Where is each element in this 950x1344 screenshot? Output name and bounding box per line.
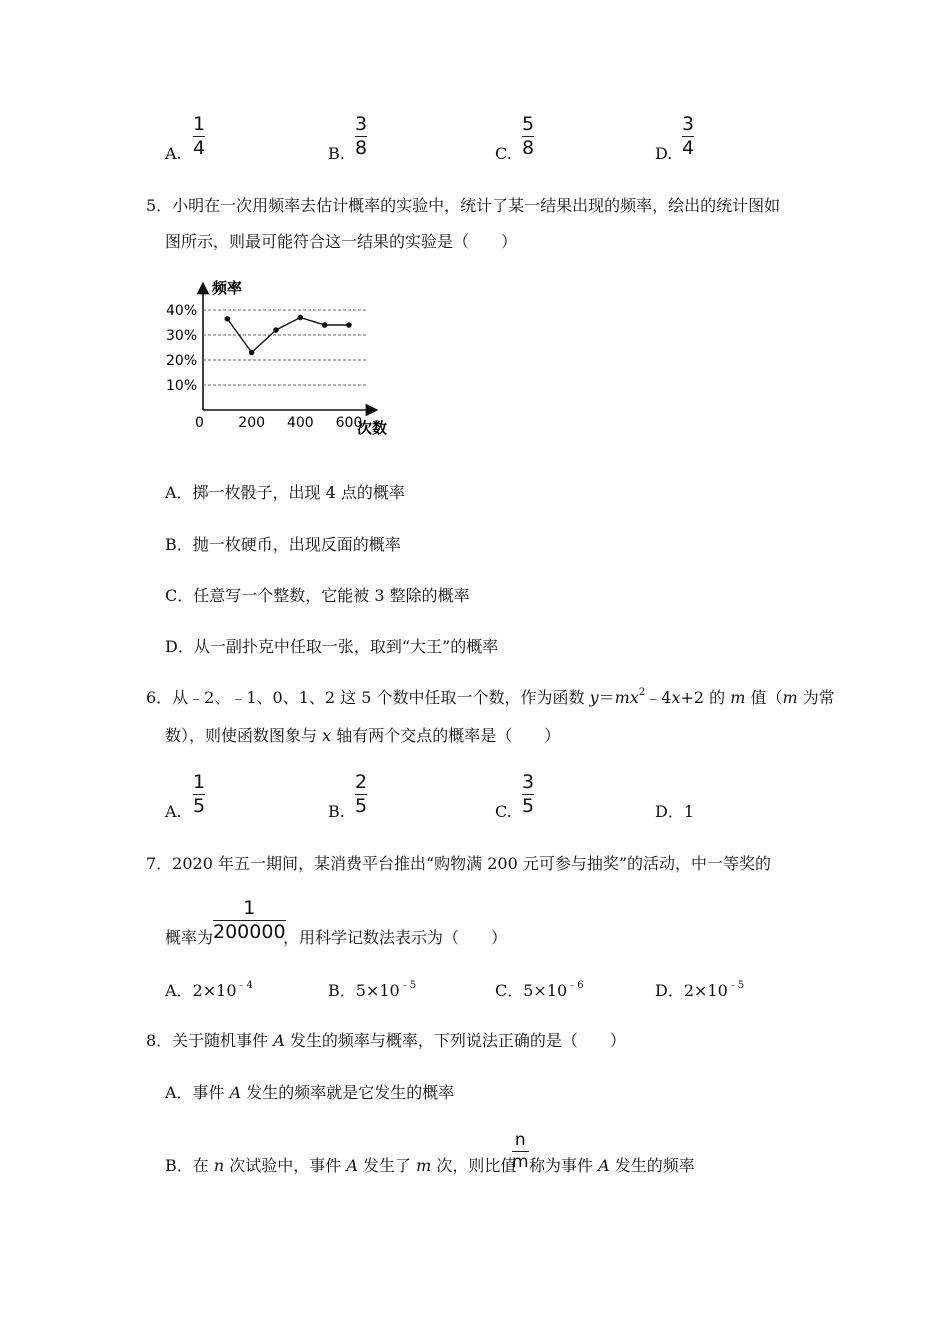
- denominator: 5: [522, 795, 535, 818]
- q8-stem: [146, 1031, 626, 1051]
- denominator: 4: [682, 137, 695, 160]
- base: 2×10: [192, 981, 237, 1000]
- label: B．: [328, 981, 356, 1000]
- var-a: A: [598, 1156, 610, 1175]
- y-tick-labels: [166, 303, 197, 394]
- numerator: 3: [682, 113, 695, 135]
- denominator: 8: [355, 137, 368, 160]
- denominator: 5: [355, 795, 368, 818]
- text: ＝: [598, 688, 615, 707]
- var-a: A: [273, 1031, 285, 1050]
- label: C．: [495, 981, 524, 1000]
- text: 发生了: [357, 1156, 417, 1175]
- text: B．在: [165, 1156, 214, 1175]
- numerator: 3: [522, 771, 535, 793]
- q6-stem-line1: [146, 688, 835, 711]
- text: 8．关于随机事件: [146, 1031, 274, 1050]
- q6-option-d: D．1: [655, 802, 695, 821]
- y-axis-label: 频率: [212, 279, 243, 297]
- frequency-line-chart: [150, 270, 410, 445]
- y-tick-label: 40%: [166, 303, 198, 319]
- text: +2 的: [680, 688, 731, 707]
- denominator: 200000: [213, 921, 286, 944]
- q7-probability-fraction: [213, 898, 286, 943]
- var-a: A: [229, 1083, 242, 1102]
- q5-stem-line1: 5．小明在一次用频率去估计概率的实验中，统计了某一结果出现的频率，绘出的统计图如: [146, 196, 781, 215]
- var-x: x: [671, 688, 681, 707]
- text: 次，则比值: [431, 1156, 517, 1175]
- base: 2×10: [683, 981, 728, 1000]
- label: A．: [165, 981, 193, 1000]
- q4-option-d-fraction: [682, 114, 694, 159]
- text: 发生的频率: [609, 1156, 695, 1175]
- numerator: 1: [243, 897, 256, 919]
- data-point: [249, 350, 255, 356]
- text: 发生的频率就是它发生的概率: [241, 1083, 455, 1102]
- var-m: m: [730, 688, 746, 707]
- q7-stem-suffix: ，用科学记数法表示为（ ）: [283, 928, 508, 947]
- numerator: 3: [355, 113, 368, 135]
- text: A．事件: [165, 1083, 230, 1102]
- exponent: ﹣5: [727, 980, 745, 991]
- exponent: ﹣4: [236, 980, 253, 991]
- q5-option-b: B．抛一枚硬币，出现反面的概率: [165, 535, 401, 554]
- q7-stem-line1: 7．2020 年五一期间，某消费平台推出“购物满 200 元可参与抽奖”的活动，中一等奖的: [146, 854, 772, 873]
- q4-option-c-label: C.: [495, 144, 512, 163]
- q4-option-b-fraction: [355, 114, 367, 159]
- q7-option-b: [328, 981, 416, 1004]
- text: 为常: [797, 688, 835, 707]
- q5-stem-line2: 图所示，则最可能符合这一结果的实验是（ ）: [165, 232, 518, 251]
- q5-option-c: C．任意写一个整数，它能被 3 整除的概率: [165, 586, 470, 605]
- var-x: x: [322, 726, 332, 745]
- q7-option-d: [655, 981, 744, 1004]
- q4-option-a-label: A.: [165, 144, 182, 163]
- base: 5×10: [355, 981, 400, 1000]
- q6-option-c-fraction: [522, 772, 534, 817]
- x-tick-label: 600: [335, 415, 363, 431]
- y-tick-label: 10%: [166, 378, 198, 394]
- q4-option-b-label: B.: [328, 144, 345, 163]
- data-point: [346, 322, 352, 328]
- text: ﹣4: [645, 688, 672, 707]
- x-axis-label: 次数: [357, 419, 388, 437]
- base: 5×10: [523, 981, 568, 1000]
- data-point: [273, 327, 279, 333]
- var-m: m: [416, 1156, 432, 1175]
- exponent: ﹣6: [567, 980, 584, 991]
- var-m: m: [782, 688, 798, 707]
- y-tick-label: 30%: [166, 328, 198, 344]
- q5-option-a: A．掷一枚骰子，出现 4 点的概率: [165, 483, 405, 502]
- x-tick-labels: [238, 415, 362, 431]
- x-tick-label: 200: [238, 415, 266, 431]
- q8-option-b-part2: [529, 1156, 695, 1176]
- data-point: [298, 315, 304, 321]
- q4-option-a-fraction: [193, 114, 205, 159]
- label: D．: [655, 981, 684, 1000]
- denominator: m: [512, 1152, 529, 1173]
- q6-stem-line2: [165, 726, 560, 746]
- y-tick-label: 20%: [166, 353, 198, 369]
- numerator: 1: [193, 771, 206, 793]
- text: 值（: [745, 688, 783, 707]
- numerator: 5: [522, 113, 535, 135]
- var-n: n: [213, 1156, 225, 1175]
- data-point: [322, 322, 328, 328]
- q7-stem-prefix: 概率为: [165, 928, 214, 947]
- denominator: 8: [522, 137, 535, 160]
- q4-option-c-fraction: [522, 114, 534, 159]
- denominator: 5: [193, 795, 206, 818]
- q7-option-c: [495, 981, 584, 1004]
- exponent: ﹣5: [399, 980, 417, 991]
- text: 发生的频率与概率，下列说法正确的是（ ）: [284, 1031, 626, 1050]
- text: 轴有两个交点的概率是（ ）: [331, 726, 561, 745]
- q6-option-b-fraction: [355, 772, 367, 817]
- origin-label: 0: [195, 415, 204, 431]
- numerator: n: [514, 1130, 526, 1150]
- q8-option-a: [165, 1083, 454, 1103]
- text: 次试验中，事件: [224, 1156, 347, 1175]
- x-tick-label: 400: [286, 415, 314, 431]
- var-a: A: [346, 1156, 358, 1175]
- data-point: [225, 316, 231, 322]
- q6-option-c-label: C.: [495, 802, 512, 821]
- text: 称为事件: [529, 1156, 599, 1175]
- numerator: 2: [355, 771, 368, 793]
- q4-option-d-label: D.: [655, 144, 673, 163]
- var-mx: mx: [614, 688, 639, 707]
- denominator: 4: [193, 137, 206, 160]
- q8-ratio-fraction: [512, 1131, 529, 1172]
- q6-option-b-label: B.: [328, 802, 345, 821]
- q7-option-a: [165, 981, 253, 1004]
- q6-option-a-fraction: [193, 772, 205, 817]
- q6-option-a-label: A.: [165, 802, 182, 821]
- q8-option-b-part1: [165, 1156, 516, 1176]
- q5-option-d: D．从一副扑克中任取一张，取到“大王”的概率: [165, 637, 499, 656]
- text: 6．从﹣2、﹣1、0、1、2 这 5 个数中任取一个数，作为函数: [146, 688, 590, 707]
- numerator: 1: [193, 113, 206, 135]
- exponent: 2: [638, 687, 646, 698]
- text: 数），则使函数图象与: [165, 726, 323, 745]
- var-y: y: [589, 688, 599, 707]
